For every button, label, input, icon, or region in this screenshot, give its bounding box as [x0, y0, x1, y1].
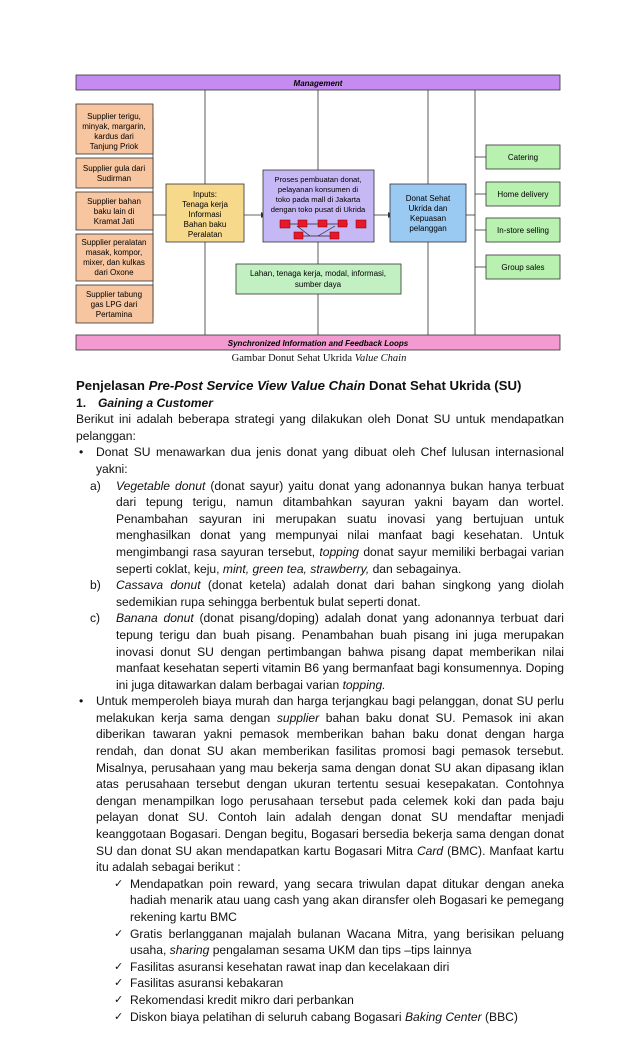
output-text: pelanggan	[409, 224, 447, 233]
management-label: Management	[293, 79, 343, 88]
supplier-box	[76, 158, 153, 188]
bullet-item: • Donat SU menawarkan dua jenis donat yang dibuat oleh Chef lulusan internasional yakni:	[79, 445, 564, 476]
resources-text: Lahan, tenaga kerja, modal, informasi,	[249, 269, 387, 278]
channel-label: Group sales	[501, 263, 545, 272]
process-text: toko pada mall di Jakarta	[275, 195, 361, 204]
channel-label: Home delivery	[497, 190, 549, 199]
feedback-label: Synchronized Information and Feedback Loops	[227, 339, 409, 348]
check-item: ✓ Fasilitas asuransi kesehatan rawat inap dan kecelakaan diri	[114, 959, 450, 974]
sub-item-c: c) Banana donut (donat pisang/doping) adalah donat yang adonannya terbuat dari tepung terigu dan buah pisang. Penambahan buah pisang ini juga merupakan inovasi donut SU dengan pertimbangan bahwa pisang dapat memberikan nilai manfaat kesehatan seperti vitamin B6 yang bermanfaat bagi konsumennya. Doping ini juga ditawarkan dalam berbagai varian topping.	[90, 611, 564, 692]
supplier-text: Pertamina	[95, 310, 133, 319]
inputs-text: Peralatan	[187, 230, 223, 239]
sub-item-a: a) Vegetable donut (donat sayur) yaitu donat yang adonannya bukan hanya terbuat dari tepung terigu, namun ditambahkan sayuran yakni bayam dan wortel. Penambahan sayuran ini merupakan suatu inovasi yang bertujuan untuk menghasilkan donat yang mempunyai nilai manfaat bagi kesehatan. Untuk mengimbangi rasa sayuran tersebut, topping donat sayur memiliki berbagai varian seperti coklat, keju, mint, green tea, strawberry, dan sebagainya.	[90, 478, 564, 576]
intro-paragraph: Berikut ini adalah beberapa strategi yang dilakukan oleh Donat SU untuk mendapatkan pelanggan:	[76, 412, 564, 443]
process-text: pelayanan konsumen di	[277, 185, 359, 194]
output-text: Donat Sehat	[405, 194, 451, 203]
process-text: Proses pembuatan donat,	[274, 175, 362, 184]
channel-label: In-store selling	[496, 226, 550, 235]
check-item: ✓ Mendapatkan poin reward, yang secara triwulan dapat ditukar dengan aneka hadiah menarik atau uang cash yang akan diransfer oleh Bogasari ke pemegang rekening kartu BMC	[114, 876, 564, 924]
figure-caption	[0, 353, 638, 364]
heading-gaining-customer: 1. Gaining a Customer	[76, 395, 213, 410]
supplier-text: mixer, dan kulkas	[83, 258, 145, 267]
supplier-text: gas LPG dari	[90, 300, 138, 309]
supplier-text: Supplier bahan	[87, 197, 141, 206]
supplier-text: minyak, margarin,	[82, 122, 146, 131]
caption-text: Gambar Donut Sehat Ukrida	[231, 353, 355, 364]
supplier-text: Supplier peralatan	[81, 238, 147, 247]
value-chain-diagram	[0, 0, 638, 360]
supplier-text: Kramat Jati	[93, 217, 135, 226]
output-text: Kepuasan	[409, 214, 447, 223]
inputs-text: Tenaga kerja	[182, 200, 228, 209]
output-box	[390, 184, 466, 242]
checkmark-icon: ✓	[114, 1009, 124, 1023]
supplier-text: baku lain di	[93, 207, 135, 216]
supplier-text: Sudirman	[96, 174, 132, 183]
inputs-text: Bahan baku	[183, 220, 227, 229]
sub-item-b: b) Cassava donut (donat ketela) adalah donat dari bahan singkong yang diolah sedemikian rupa sehingga berbentuk bulat seperti donat.	[90, 578, 564, 609]
section-title: Penjelasan Pre-Post Service View Value Chain Donat Sehat Ukrida (SU)	[76, 378, 522, 393]
checkmark-icon: ✓	[114, 876, 124, 890]
check-item: ✓ Fasilitas asuransi kebakaran	[114, 976, 284, 991]
output-text: Ukrida dan	[408, 204, 448, 213]
inputs-text: Informasi	[188, 210, 222, 219]
supplier-text: Supplier gula dari	[82, 164, 146, 173]
supplier-text: Supplier terigu,	[87, 112, 141, 121]
inputs-text: Inputs:	[192, 190, 218, 199]
document-body	[76, 378, 564, 1025]
check-item: ✓ Gratis berlangganan majalah bulanan Wacana Mitra, yang berisikan peluang usaha, sharing pengalaman sesama UKM dan tips –tips lainnya	[114, 926, 564, 958]
channel-label: Catering	[507, 153, 539, 162]
checkmark-icon: ✓	[114, 976, 124, 990]
checkmark-icon: ✓	[114, 959, 124, 973]
resources-text: sumber daya	[294, 280, 342, 289]
caption-italic: Value Chain	[354, 353, 407, 364]
check-item: ✓ Diskon biaya pelatihan di seluruh cabang Bogasari Baking Center (BBC)	[114, 1009, 518, 1024]
process-text: dengan toko pusat di Ukrida	[270, 205, 366, 214]
supplier-text: Supplier tabung	[85, 290, 143, 299]
supplier-text: Tanjung Priok	[89, 142, 139, 151]
supplier-text: kardus dari	[94, 132, 134, 141]
check-item: ✓ Rekomendasi kredit mikro dari perbankan	[114, 992, 354, 1007]
supplier-text: dari Oxone	[94, 268, 134, 277]
supplier-text: masak, kompor,	[85, 248, 143, 257]
bullet-item: • Untuk memperoleh biaya murah dan harga terjangkau bagi pelanggan, donat SU perlu melakukan kerja sama dengan supplier bahan baku donat SU. Pemasok ini akan diberikan tawaran yakni pemasok memberikan bahan baku donat dengan harga rendah, dan donat SU akan memberikan fasilitas promosi bagi pemasok tersebut. Misalnya, perusahaan yang mau bekerja sama dengan donat SU akan dipasang iklan atas perusahaan tersebut dengan ukuran tertentu sesuai kesepakatan. Contohnya dengan menampilkan logo perusahaan tersebut pada celemek koki dan pada baju pelayan donat SU. Contoh lain adalah dengan donat SU mendaftar menjadi keanggotaan Bogasari. Dengan begitu, Bogasari bersedia bekerja sama dengan donat SU dan donat SU akan mendapatkan kartu Bogasari Mitra Card (BMC). Manfaat kartu itu adalah sebagai berikut :	[79, 694, 564, 875]
checkmark-icon: ✓	[114, 992, 124, 1006]
checkmark-icon: ✓	[114, 926, 124, 940]
